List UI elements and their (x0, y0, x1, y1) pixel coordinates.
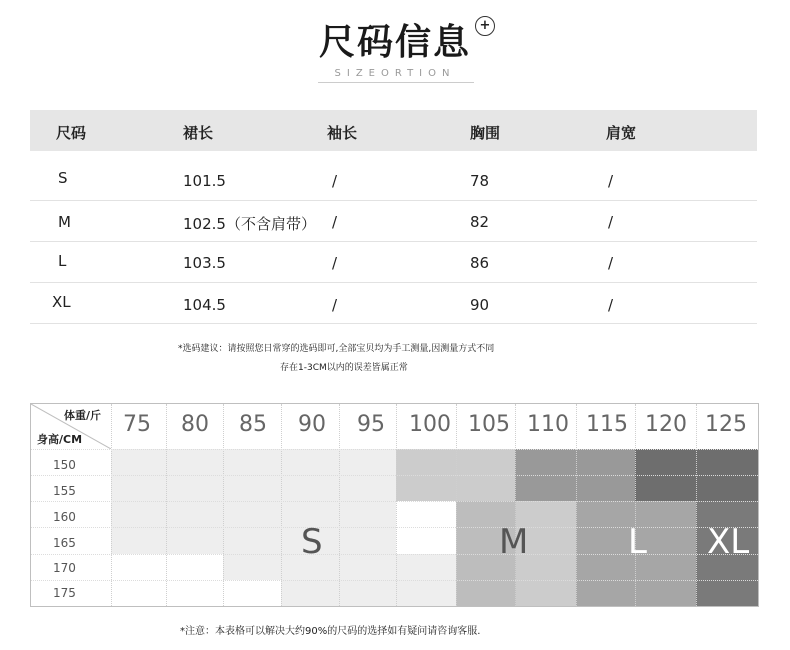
table-row (30, 201, 757, 242)
cell-shoulder-width: / (608, 296, 614, 314)
height-label: 150 (53, 458, 76, 472)
cell-bust: 90 (470, 296, 490, 314)
grid-line (31, 527, 758, 528)
height-label: 170 (53, 561, 76, 575)
cell-skirt-length: 101.5 (183, 172, 226, 190)
zone-label-l: L (628, 522, 647, 562)
grid-line (31, 501, 758, 502)
header-size: 尺码 (56, 124, 87, 142)
weight-height-chart (30, 403, 759, 607)
weight-label: 120 (645, 412, 687, 437)
height-label: 175 (53, 586, 76, 600)
grid-line (31, 554, 758, 555)
height-axis-label: 身高/CM (37, 433, 83, 446)
cell-bust: 86 (470, 254, 490, 272)
subtitle-divider (318, 82, 474, 83)
page-title: 尺码信息 (318, 22, 471, 63)
cell-bust: 78 (470, 172, 490, 190)
cell-sleeve-length: / (332, 213, 338, 231)
weight-label: 105 (468, 412, 510, 437)
header-bust: 胸围 (470, 124, 501, 142)
cell-sleeve-length: / (332, 254, 338, 272)
cell-skirt-length: 102.5（不含肩带） (183, 215, 316, 233)
cell-skirt-length: 103.5 (183, 254, 226, 272)
height-label: 165 (53, 536, 76, 550)
size-advice-note: *选码建议：请按照您日常穿的选码即可,全部宝贝均为手工测量,因测量方式不同 (178, 344, 495, 354)
cell-size: L (58, 252, 67, 270)
weight-label: 100 (409, 412, 451, 437)
zone-label-s: S (301, 522, 323, 562)
weight-label: 90 (298, 412, 326, 437)
weight-label: 95 (357, 412, 385, 437)
page-subtitle: SIZEORTION (334, 68, 456, 79)
plus-icon: + (475, 16, 495, 36)
zone-label-m: M (499, 522, 529, 562)
cell-size: S (58, 169, 68, 187)
cell-shoulder-width: / (608, 213, 614, 231)
grid-line (31, 580, 758, 581)
height-label: 160 (53, 510, 76, 524)
size-table-header (30, 110, 757, 151)
weight-label: 80 (181, 412, 209, 437)
weight-label: 85 (239, 412, 267, 437)
table-row (30, 283, 757, 324)
table-row (30, 151, 757, 201)
weight-axis-label: 体重/斤 (64, 409, 102, 422)
size-advice-note-tolerance: 存在1-3CM以内的误差皆属正常 (280, 363, 408, 373)
height-label: 155 (53, 484, 76, 498)
weight-label: 115 (586, 412, 628, 437)
header-skirt-length: 裙长 (183, 124, 214, 142)
zone-label-xl: XL (707, 522, 750, 562)
header-shoulder-width: 肩宽 (606, 124, 637, 142)
zone-s-fill-light-2 (223, 554, 281, 580)
cell-sleeve-length: / (332, 172, 338, 190)
cell-bust: 82 (470, 213, 490, 231)
weight-label: 125 (705, 412, 747, 437)
footer-note: *注意：本表格可以解决大约90%的尺码的选择如有疑问请咨询客服. (180, 626, 481, 637)
weight-label: 110 (527, 412, 569, 437)
header-sleeve-length: 袖长 (327, 124, 358, 142)
cell-shoulder-width: / (608, 254, 614, 272)
weight-label: 75 (123, 412, 151, 437)
cell-size: XL (52, 293, 71, 311)
cell-skirt-length: 104.5 (183, 296, 226, 314)
size-table (30, 110, 757, 324)
grid-line (31, 475, 758, 476)
cell-shoulder-width: / (608, 172, 614, 190)
grid-line (31, 449, 758, 450)
zone-s-fill-white-175 (223, 580, 281, 606)
cell-size: M (58, 213, 71, 231)
cell-sleeve-length: / (332, 296, 338, 314)
table-row (30, 242, 757, 283)
